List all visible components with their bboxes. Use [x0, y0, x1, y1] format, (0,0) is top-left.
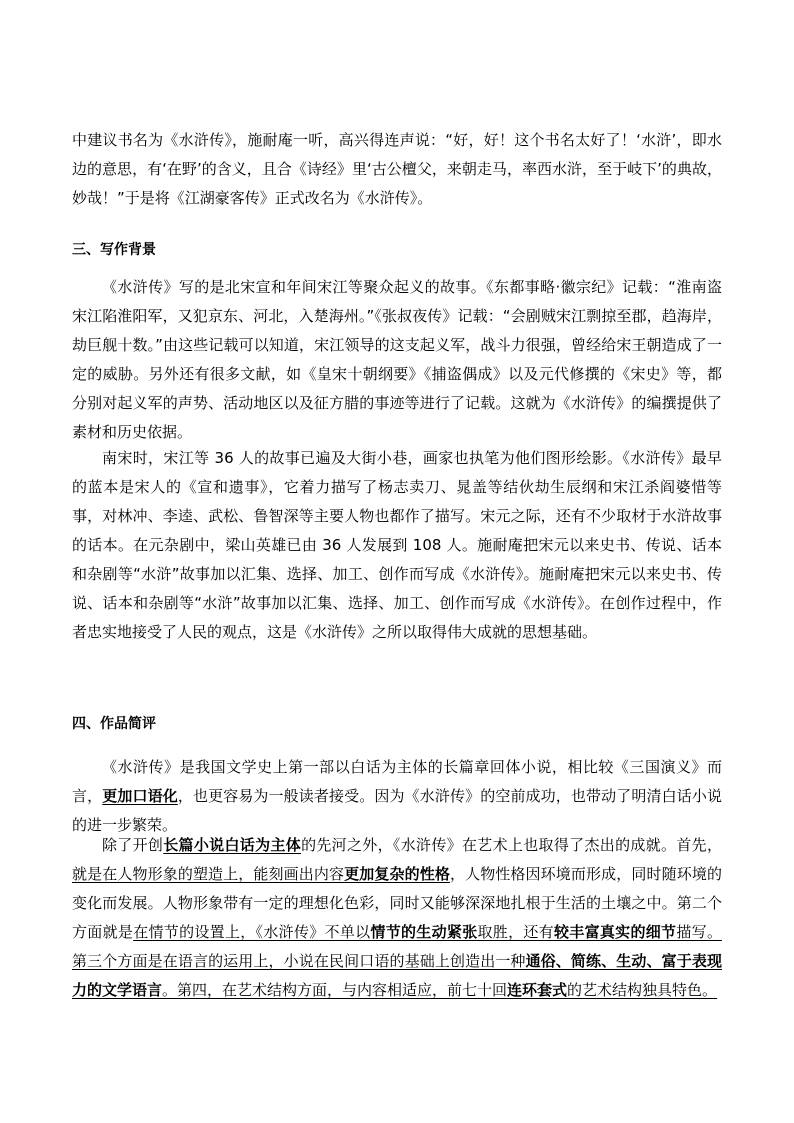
review-underline: 在情节的设置上，《水浒传》不单以 — [133, 923, 371, 941]
review-emphasis: 情节的生动紧张 — [370, 923, 478, 941]
review-text: 的先河之外，《水浒传》在艺术上也取得了杰出的成就。首先， — [301, 836, 722, 854]
review-text: ，也更容易为一般读者接受。因为《水浒传》的空前成功，也带动了明清白话小说的进一步繁荣。 — [72, 787, 722, 834]
review-underline: 就是在人物形象的塑造上，能刻画出内容 — [72, 865, 345, 883]
background-paragraph-1: 《水浒传》写的是北宋宣和年间宋江等聚众起义的故事。《东都事略·徽宗纪》记载：“淮南盗宋江陷淮阳军，又犯京东、河北，入楚海州。”《张叔夜传》记载：“会剧贼宋江剽掠至郡，趋海岸，劫巨舰十数。”由这些记载可以知道，宋江领导的这支起义军，战斗力很强，曾经给宋王朝造成了一定的威胁。另外还有很多文献，如《皇宋十朝纲要》《捕盗偶成》以及元代修撰的《宋史》等，都分别对起义军的声势、活动地区以及征方腊的事迹等进行了记载。这就为《水浒传》的编撰提供了素材和历史依据。 — [72, 278, 722, 441]
review-text: 除了开创 — [102, 836, 164, 854]
background-paragraph-2: 南宋时，宋江等 36 人的故事已遍及大街小巷，画家也执笔为他们图形绘影。《水浒传》最早的蓝本是宋人的《宣和遗事》，它着力描写了杨志卖刀、晁盖等结伙劫生辰纲和宋江杀阎婆惜等事，对林冲、李逵、武松、鲁智深等主要人物也都作了描写。宋元之际，还有不少取材于水浒故事的话本。在元杂剧中，梁山英雄已由 36 人发展到 108 人。施耐庵把宋元以来史书、传说、话本和杂剧等“水浒”故事加以汇集、选择、加工、创作而写成《水浒传》。施耐庵把宋元以来史书、传说、话本和杂剧等“水浒”故事加以汇集、选择、加工、创作而写成《水浒传》。在创作过程中，作者忠实地接受了人民的观点，这是《水浒传》之所以取得伟大成就的思想基础。 — [72, 449, 722, 641]
review-text: ，人物性格因环境而形成，同时随环境的变化而发展。人物形象带有一定的理想化色彩，同时又能够深深地扎根于生活的土壤之中。第二个方面就是 — [72, 865, 722, 941]
review-underline: 描写。第三个方面是在语言的运用上，小说在民间口语的基础上创造出一种 — [72, 923, 722, 970]
review-paragraph-2 — [72, 831, 722, 1005]
review-emphasis: 通俗、简练、生动、富于表现力的文学语言 — [72, 952, 722, 999]
section-heading-writing-background: 三、写作背景 — [72, 242, 156, 258]
intro-paragraph: 中建议书名为《水浒传》，施耐庵一听，高兴得连声说：“好，好！这个书名太好了！‘水浒’，即水边的意思，有‘在野’的含义，且合《诗经》里‘古公檀父，来朝走马，率西水浒，至于岐下’的典故，妙哉！”于是将《江湖豪客传》正式改名为《水浒传》。 — [72, 131, 722, 207]
review-emphasis: 长篇小说白话为主体 — [163, 836, 302, 854]
review-text: 《水浒传》是我国文学史上第一部以白话为主体的长篇章回体小说，相比较《三国演义》而言， — [72, 758, 722, 805]
review-underline: 的艺术结构独具特色。 — [567, 981, 718, 999]
review-underline: 取胜，还有 — [477, 923, 554, 941]
review-emphasis: 连环套式 — [507, 981, 568, 999]
review-emphasis: 更加复杂的性格 — [344, 865, 450, 883]
review-underline: 。第四，在艺术结构方面，与内容相适应，前七十回 — [162, 981, 508, 999]
review-emphasis: 较丰富真实的细节 — [553, 923, 677, 941]
review-emphasis-colloquial: 更加口语化 — [102, 787, 178, 805]
section-heading-work-review: 四、作品简评 — [72, 716, 156, 732]
review-paragraph-1 — [72, 753, 722, 840]
